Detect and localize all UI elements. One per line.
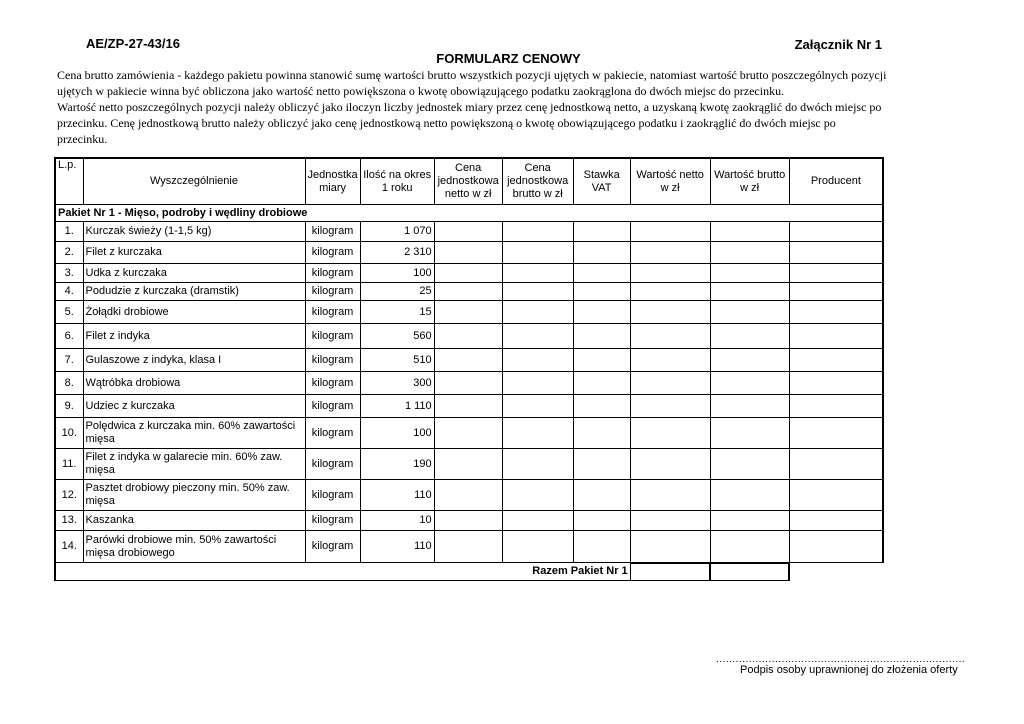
table-row [55, 324, 883, 349]
row-lp: 13. [55, 511, 83, 531]
row-net-unit-price-cell[interactable] [434, 349, 502, 372]
row-gross-value-cell[interactable] [710, 372, 789, 395]
row-gross-unit-price-cell[interactable] [502, 418, 573, 449]
row-quantity: 15 [360, 301, 434, 324]
row-producer-cell[interactable] [789, 531, 883, 563]
row-net-value-cell[interactable] [630, 372, 710, 395]
col-header-description: Wyszczególnienie [83, 158, 305, 205]
row-net-unit-price-cell[interactable] [434, 480, 502, 511]
row-net-unit-price-cell[interactable] [434, 395, 502, 418]
row-description: Polędwica z kurczaka min. 60% zawartości mięsa [83, 418, 305, 449]
row-gross-value-cell[interactable] [710, 301, 789, 324]
table-row [55, 395, 883, 418]
table-row [55, 301, 883, 324]
row-vat-rate-cell[interactable] [573, 449, 630, 480]
row-lp: 1. [55, 222, 83, 242]
row-quantity: 10 [360, 511, 434, 531]
row-net-value-cell[interactable] [630, 264, 710, 283]
row-net-value-cell[interactable] [630, 511, 710, 531]
row-unit: kilogram [305, 395, 360, 418]
row-gross-value-cell[interactable] [710, 324, 789, 349]
row-net-unit-price-cell[interactable] [434, 283, 502, 301]
row-vat-rate-cell[interactable] [573, 418, 630, 449]
row-vat-rate-cell[interactable] [573, 324, 630, 349]
row-lp: 9. [55, 395, 83, 418]
row-gross-unit-price-cell[interactable] [502, 480, 573, 511]
table-row [55, 242, 883, 264]
row-unit: kilogram [305, 283, 360, 301]
table-row [55, 418, 883, 449]
row-gross-unit-price-cell[interactable] [502, 283, 573, 301]
col-header-gross-unit-price: Cena jednostkowa brutto w zł [502, 158, 573, 205]
row-unit: kilogram [305, 531, 360, 563]
row-gross-unit-price-cell[interactable] [502, 242, 573, 264]
row-lp: 6. [55, 324, 83, 349]
row-gross-value-cell[interactable] [710, 283, 789, 301]
row-description: Pasztet drobiowy pieczony min. 50% zaw. mięsa [83, 480, 305, 511]
row-net-value-cell[interactable] [630, 222, 710, 242]
row-quantity: 110 [360, 480, 434, 511]
row-net-unit-price-cell[interactable] [434, 511, 502, 531]
col-header-net-value: Wartość netto w zł [630, 158, 710, 205]
row-quantity: 560 [360, 324, 434, 349]
table-row [55, 480, 883, 511]
row-quantity: 100 [360, 264, 434, 283]
row-producer-cell[interactable] [789, 418, 883, 449]
row-description: Podudzie z kurczaka (dramstik) [83, 283, 305, 301]
row-vat-rate-cell[interactable] [573, 511, 630, 531]
table-row [55, 283, 883, 301]
row-gross-value-cell[interactable] [710, 264, 789, 283]
row-unit: kilogram [305, 349, 360, 372]
row-lp: 10. [55, 418, 83, 449]
row-gross-unit-price-cell[interactable] [502, 349, 573, 372]
row-description: Kurczak świeży (1-1,5 kg) [83, 222, 305, 242]
row-net-unit-price-cell[interactable] [434, 242, 502, 264]
row-description: Kaszanka [83, 511, 305, 531]
row-net-value-cell[interactable] [630, 449, 710, 480]
row-lp: 4. [55, 283, 83, 301]
row-vat-rate-cell[interactable] [573, 531, 630, 563]
document-reference: AE/ZP-27-43/16 [86, 36, 180, 51]
row-gross-value-cell[interactable] [710, 511, 789, 531]
row-lp: 12. [55, 480, 83, 511]
table-row [55, 449, 883, 480]
row-gross-value-cell[interactable] [710, 531, 789, 563]
row-quantity: 25 [360, 283, 434, 301]
row-lp: 2. [55, 242, 83, 264]
row-producer-cell[interactable] [789, 395, 883, 418]
row-producer-cell[interactable] [789, 283, 883, 301]
row-vat-rate-cell[interactable] [573, 480, 630, 511]
row-lp: 3. [55, 264, 83, 283]
intro-text [57, 67, 887, 147]
row-description: Udka z kurczaka [83, 264, 305, 283]
row-lp: 11. [55, 449, 83, 480]
row-description: Filet z indyka [83, 324, 305, 349]
row-gross-unit-price-cell[interactable] [502, 301, 573, 324]
row-net-value-cell[interactable] [630, 349, 710, 372]
row-unit: kilogram [305, 449, 360, 480]
row-quantity: 190 [360, 449, 434, 480]
intro-paragraph: Wartość netto poszczególnych pozycji należy obliczyć jako iloczyn liczby jednostek miary przez cenę jednostkową netto, a uzyskaną kwotę zaokrąglić do dwóch miejsc po przecinku. Cenę jednostkową brutto należy obliczyć jako cenę jednostkową netto powiększoną o kwotę obowiązującego podatku i zaokrąglić do dwóch miejsc po przecinku. [57, 100, 882, 146]
row-unit: kilogram [305, 372, 360, 395]
row-producer-cell[interactable] [789, 301, 883, 324]
row-gross-value-cell[interactable] [710, 395, 789, 418]
row-description: Filet z kurczaka [83, 242, 305, 264]
row-unit: kilogram [305, 301, 360, 324]
row-net-value-cell[interactable] [630, 395, 710, 418]
table-row [55, 222, 883, 242]
annex-label: Załącznik Nr 1 [794, 37, 882, 52]
row-quantity: 1 110 [360, 395, 434, 418]
row-lp: 5. [55, 301, 83, 324]
row-unit: kilogram [305, 511, 360, 531]
row-producer-cell[interactable] [789, 264, 883, 283]
col-header-unit: Jednostka miary [305, 158, 360, 205]
row-description: Udziec z kurczaka [83, 395, 305, 418]
row-gross-value-cell[interactable] [710, 222, 789, 242]
row-gross-unit-price-cell[interactable] [502, 324, 573, 349]
row-net-value-cell[interactable] [630, 531, 710, 563]
row-net-unit-price-cell[interactable] [434, 449, 502, 480]
row-producer-cell[interactable] [789, 324, 883, 349]
row-vat-rate-cell[interactable] [573, 283, 630, 301]
row-producer-cell[interactable] [789, 511, 883, 531]
row-net-unit-price-cell[interactable] [434, 372, 502, 395]
intro-paragraph: Cena brutto zamówienia - każdego pakietu powinna stanowić sumę wartości brutto wszystkich pozycji ujętych w pakiecie, natomiast wartość brutto poszczególnych pozycji ujętych w pakiecie winna być obliczona jako wartość netto powiększona o kwotę obowiązującego podatku zaokrąglona do dwóch miejsc do przecinku. [57, 68, 887, 98]
row-description: Żołądki drobiowe [83, 301, 305, 324]
row-producer-cell[interactable] [789, 449, 883, 480]
row-producer-cell[interactable] [789, 222, 883, 242]
table-row [55, 372, 883, 395]
table-row [55, 349, 883, 372]
row-gross-value-cell[interactable] [710, 418, 789, 449]
row-quantity: 100 [360, 418, 434, 449]
total-row [55, 563, 883, 581]
row-gross-value-cell[interactable] [710, 242, 789, 264]
col-header-vat-rate: Stawka VAT [573, 158, 630, 205]
col-header-quantity: Ilość na okres 1 roku [360, 158, 434, 205]
table-header-row [55, 158, 883, 205]
row-quantity: 300 [360, 372, 434, 395]
row-vat-rate-cell[interactable] [573, 264, 630, 283]
row-vat-rate-cell[interactable] [573, 242, 630, 264]
row-producer-cell[interactable] [789, 372, 883, 395]
col-header-producer: Producent [789, 158, 883, 205]
row-net-value-cell[interactable] [630, 242, 710, 264]
col-header-gross-value: Wartość brutto w zł [710, 158, 789, 205]
row-lp: 8. [55, 372, 83, 395]
row-gross-unit-price-cell[interactable] [502, 372, 573, 395]
row-vat-rate-cell[interactable] [573, 222, 630, 242]
row-gross-unit-price-cell[interactable] [502, 511, 573, 531]
row-description: Gulaszowe z indyka, klasa I [83, 349, 305, 372]
row-net-value-cell[interactable] [630, 324, 710, 349]
signature-line: ............................................................................ [716, 654, 966, 665]
row-gross-value-cell[interactable] [710, 449, 789, 480]
row-producer-cell[interactable] [789, 480, 883, 511]
row-gross-unit-price-cell[interactable] [502, 449, 573, 480]
row-gross-unit-price-cell[interactable] [502, 395, 573, 418]
row-net-value-cell[interactable] [630, 480, 710, 511]
row-gross-unit-price-cell[interactable] [502, 222, 573, 242]
row-vat-rate-cell[interactable] [573, 349, 630, 372]
total-empty-cell [789, 563, 883, 581]
row-description: Wątróbka drobiowa [83, 372, 305, 395]
col-header-lp: L.p. [55, 158, 83, 205]
total-gross-value-cell[interactable] [710, 563, 789, 581]
table-row [55, 264, 883, 283]
row-gross-value-cell[interactable] [710, 349, 789, 372]
price-table [54, 157, 884, 581]
row-description: Parówki drobiowe min. 50% zawartości mięsa drobiowego [83, 531, 305, 563]
row-net-unit-price-cell[interactable] [434, 264, 502, 283]
row-gross-unit-price-cell[interactable] [502, 264, 573, 283]
row-net-unit-price-cell[interactable] [434, 531, 502, 563]
row-unit: kilogram [305, 324, 360, 349]
row-producer-cell[interactable] [789, 349, 883, 372]
row-unit: kilogram [305, 242, 360, 264]
package-row [55, 205, 883, 222]
row-gross-value-cell[interactable] [710, 480, 789, 511]
table-row [55, 511, 883, 531]
row-quantity: 2 310 [360, 242, 434, 264]
total-net-value-cell[interactable] [630, 563, 710, 581]
row-vat-rate-cell[interactable] [573, 301, 630, 324]
col-header-net-unit-price: Cena jednostkowa netto w zł [434, 158, 502, 205]
row-unit: kilogram [305, 418, 360, 449]
row-net-value-cell[interactable] [630, 418, 710, 449]
row-description: Filet z indyka w galarecie min. 60% zaw. mięsa [83, 449, 305, 480]
row-quantity: 110 [360, 531, 434, 563]
row-unit: kilogram [305, 480, 360, 511]
page-title: FORMULARZ CENOWY [436, 51, 581, 66]
row-quantity: 510 [360, 349, 434, 372]
row-unit: kilogram [305, 222, 360, 242]
row-net-value-cell[interactable] [630, 301, 710, 324]
row-producer-cell[interactable] [789, 242, 883, 264]
row-lp: 7. [55, 349, 83, 372]
row-vat-rate-cell[interactable] [573, 395, 630, 418]
row-net-unit-price-cell[interactable] [434, 222, 502, 242]
row-net-unit-price-cell[interactable] [434, 418, 502, 449]
total-label: Razem Pakiet Nr 1 [55, 563, 630, 581]
signature-label: Podpis osoby uprawnionej do złożenia oferty [740, 664, 958, 676]
table-row [55, 531, 883, 563]
row-vat-rate-cell[interactable] [573, 372, 630, 395]
row-net-unit-price-cell[interactable] [434, 301, 502, 324]
row-quantity: 1 070 [360, 222, 434, 242]
row-unit: kilogram [305, 264, 360, 283]
row-gross-unit-price-cell[interactable] [502, 531, 573, 563]
package-title: Pakiet Nr 1 - Mięso, podroby i wędliny drobiowe [55, 205, 883, 222]
row-net-unit-price-cell[interactable] [434, 324, 502, 349]
row-lp: 14. [55, 531, 83, 563]
row-net-value-cell[interactable] [630, 283, 710, 301]
